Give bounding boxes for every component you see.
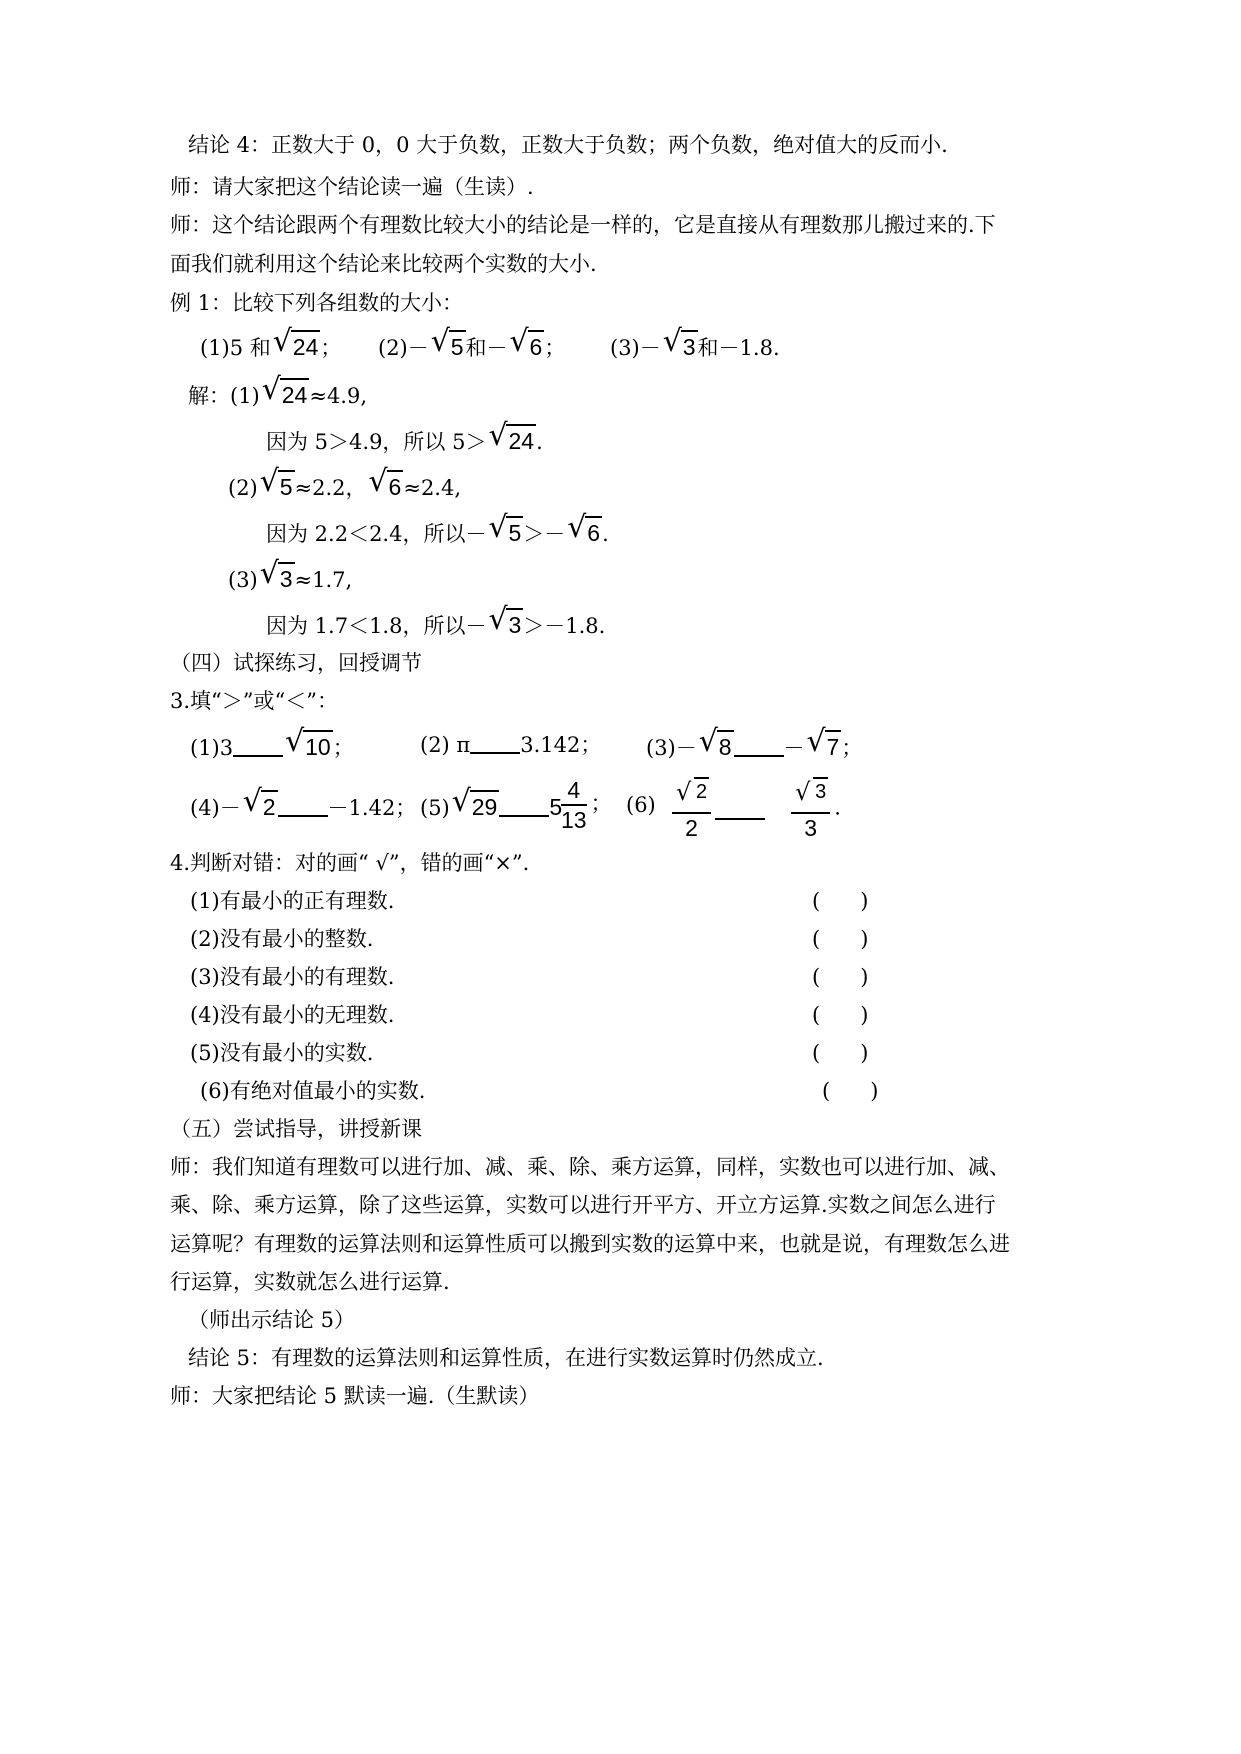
section-5-heading: （五）尝试指导，讲授新课: [170, 1117, 422, 1141]
section-4-heading: （四）试探练习，回授调节: [170, 651, 422, 675]
question-4-heading: 4.判断对错：对的画“ √”，错的画“×”.: [170, 851, 530, 875]
teacher-line-2a: 师：这个结论跟两个有理数比较大小的结论是一样的，它是直接从有理数那儿搬过来的.下: [170, 213, 996, 237]
fill-3: (3)－ √ 8 － √ 7；: [646, 724, 863, 760]
conclusion-5: 结论 5：有理数的运算法则和运算性质，在进行实数运算时仍然成立.: [188, 1346, 824, 1370]
answer-parentheses[interactable]: ( ): [812, 927, 869, 951]
question-3-heading: 3.填“＞”或“＜”：: [170, 689, 338, 713]
teacher-line-3c: 运算呢？有理数的运算法则和运算性质可以搬到实数的运算中来，也就是说，有理数怎么进: [170, 1232, 1010, 1256]
answer-parentheses[interactable]: ( ): [812, 965, 869, 989]
sqrt-5: √ 5: [430, 324, 464, 360]
judge-item-3: (3)没有最小的有理数.: [190, 965, 395, 989]
solution-1-reason: 因为 5＞4.9，所以 5＞ √ 24.: [266, 418, 543, 454]
fraction-sqrt2-over-2: √ 2 2: [672, 776, 711, 842]
judge-item-1: (1)有最小的正有理数.: [190, 889, 395, 913]
teacher-line-3d: 行运算，实数就怎么进行运算.: [170, 1270, 450, 1294]
answer-blank[interactable]: [278, 795, 328, 817]
example-1-part-2: (2)－ √ 5和－ √ 6；: [378, 330, 565, 363]
answer-blank[interactable]: [499, 795, 549, 817]
judge-item-5: (5)没有最小的实数.: [190, 1041, 374, 1065]
sqrt-6: √ 6: [509, 324, 543, 360]
answer-blank[interactable]: [470, 732, 520, 754]
example-1-heading: 例 1：比较下列各组数的大小：: [170, 291, 464, 315]
answer-parentheses[interactable]: ( ): [812, 889, 869, 913]
fraction-sqrt3-over-3: √ 3 3: [791, 776, 830, 842]
answer-blank[interactable]: [734, 735, 784, 757]
fill-4: (4)－ √ 2 －1.42；: [190, 784, 417, 820]
show-conclusion-5: （师出示结论 5）: [188, 1308, 356, 1332]
judge-item-4: (4)没有最小的无理数.: [190, 1003, 395, 1027]
fill-1: (1)3 √ 10；: [190, 724, 354, 760]
conclusion-4: 结论 4：正数大于 0，0 大于负数，正数大于负数；两个负数，绝对值大的反而小.: [188, 133, 948, 157]
answer-blank[interactable]: [233, 735, 283, 757]
solution-2: (2) √ 5≈2.2， √ 6≈2.4,: [228, 464, 462, 500]
sqrt-24: √ 24: [272, 324, 319, 360]
fill-6: (6): [626, 793, 656, 817]
judge-item-2: (2)没有最小的整数.: [190, 927, 374, 951]
fill-5: (5) √ 29 5: [420, 784, 563, 820]
teacher-line-3b: 乘、除、乘方运算，除了这些运算，实数可以进行开平方、开立方运算.实数之间怎么进行: [170, 1193, 996, 1217]
solution-3: (3) √ 3≈1.7,: [228, 556, 353, 592]
teacher-line-4: 师：大家把结论 5 默读一遍.（生默读）: [170, 1384, 540, 1408]
teacher-line-1: 师：请大家把这个结论读一遍（生读）.: [170, 175, 534, 199]
teacher-line-2b: 面我们就利用这个结论来比较两个实数的大小.: [170, 252, 597, 276]
solution-2-reason: 因为 2.2＜2.4，所以－ √ 5＞－ √ 6.: [266, 510, 609, 546]
example-1-part-1: (1)5 和 √ 24；: [200, 330, 341, 363]
solution-1: 解：(1) √ 24≈4.9,: [188, 372, 368, 408]
answer-parentheses[interactable]: ( ): [812, 1003, 869, 1027]
fill-2: (2) π 3.142；: [420, 733, 602, 757]
judge-item-6: (6)有绝对值最小的实数.: [200, 1079, 426, 1103]
answer-blank[interactable]: [715, 798, 765, 820]
solution-3-reason: 因为 1.7＜1.8，所以－ √ 3＞－1.8.: [266, 602, 606, 638]
fill-5-fraction: $\frac{4}{13}$ ；: [561, 777, 612, 833]
answer-parentheses[interactable]: ( ): [822, 1079, 879, 1103]
answer-parentheses[interactable]: ( ): [812, 1041, 869, 1065]
fill-6-fractions: √ 2 2 √ 3 3 .: [668, 776, 841, 842]
teacher-line-3a: 师：我们知道有理数可以进行加、减、乘、除、乘方运算，同样，实数也可以进行加、减、: [170, 1155, 1010, 1179]
sqrt-3: √ 3: [662, 324, 696, 360]
example-1-part-3: (3)－ √ 3和－1.8.: [610, 330, 780, 363]
